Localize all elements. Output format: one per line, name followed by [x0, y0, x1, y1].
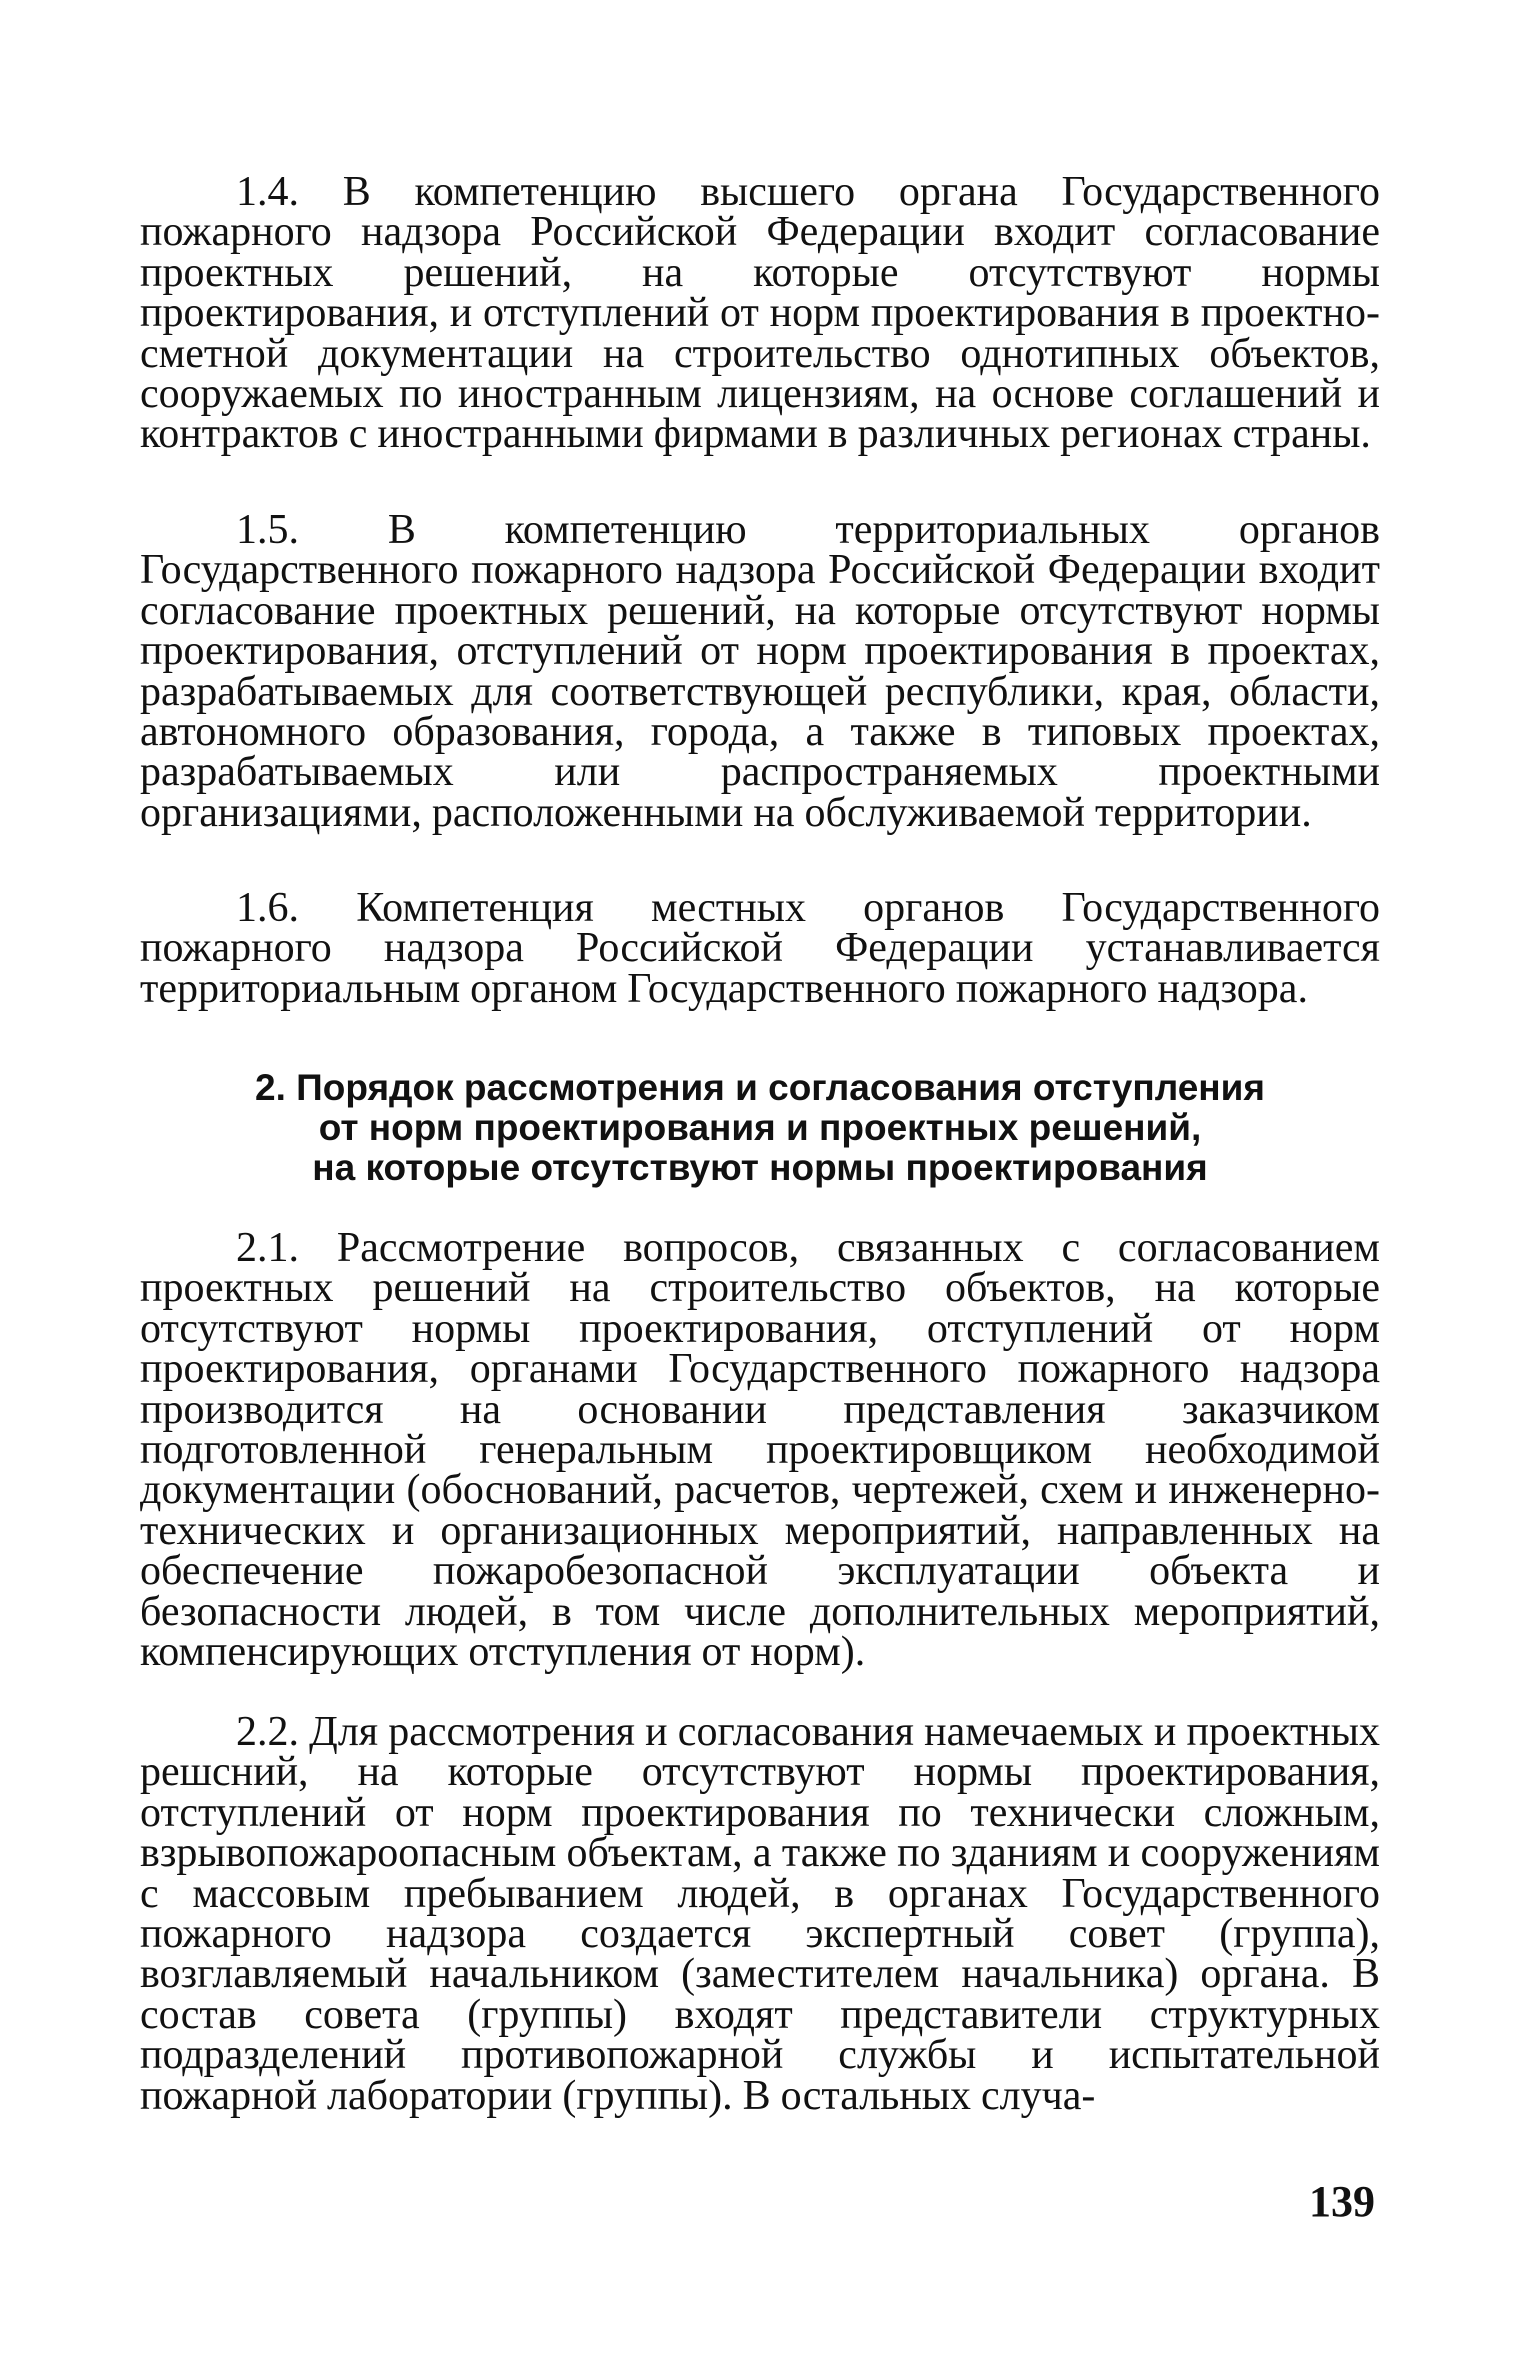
paragraph-1-4: 1.4. В компетенцию высшего органа Государственного пожарного надзора Российской Федерации входит согласование проектных решений, на которые отсутствуют нормы проектирования, и отступлений от норм проектирования в проектно-сметной документации на строительство однотипных объектов, сооружаемых по иностранным лицензиям, на основе соглашений и контрактов с иностранными фирмами в различных регионах страны.	[140, 169, 1380, 458]
paragraph-2-2: 2.2. Для рассмотрения и согласования намечаемых и проектных решсний, на которые отсутствуют нормы проектирования, отступлений от норм проектирования по технически сложным, взрывопожароопасным объектам, а также по зданиям и сооружениям с массовым пребыванием людей, в органах Государственного пожарного надзора создается экспертный совет (группа), возглавляемый начальником (заместителем начальника) органа. В состав совета (группы) входят представители структурных подразделений противопожарной службы и испытательной пожарной лаборатории (группы). В остальных случа-	[140, 1709, 1380, 2119]
paragraph-1-5: 1.5. В компетенцию территориальных органов Государственного пожарного надзора Российской Федерации входит согласование проектных решений, на которые отсутствуют нормы проектирования, отступлений от норм проектирования в проектах, разрабатываемых для соответствующей республики, края, области, автономного образования, города, а также в типовых проектах, разрабатываемых или распространяемых проектными организациями, расположенными на обслуживаемой территории.	[140, 507, 1380, 836]
section-heading-line-2: от норм проектирования и проектных решений,	[318, 1107, 1202, 1148]
section-heading-line-3: на которые отсутствуют нормы проектирования	[312, 1147, 1208, 1188]
section-heading-2	[140, 1068, 1380, 1188]
paragraph-2-1: 2.1. Рассмотрение вопросов, связанных с согласованием проектных решений на строительство объектов, на которые отсутствуют нормы проектирования, отступлений от норм проектирования, органами Государственного пожарного надзора производится на основании представления заказчиком подготовленной генеральным проектировщиком необходимой документации (обоснований, расчетов, чертежей, схем и инженерно-технических и организационных мероприятий, направленных на обеспечение пожаробезопасной эксплуатации объекта и безопасности людей, в том числе дополнительных мероприятий, компенсирующих отступления от норм).	[140, 1225, 1380, 1676]
page-number: 139	[1309, 2177, 1375, 2226]
section-heading-line-1: 2. Порядок рассмотрения и согласования отступления	[255, 1067, 1265, 1108]
paragraph-1-6: 1.6. Компетенция местных органов Государственного пожарного надзора Российской Федерации устанавливается территориальным органом Государственного пожарного надзора.	[140, 885, 1380, 1012]
